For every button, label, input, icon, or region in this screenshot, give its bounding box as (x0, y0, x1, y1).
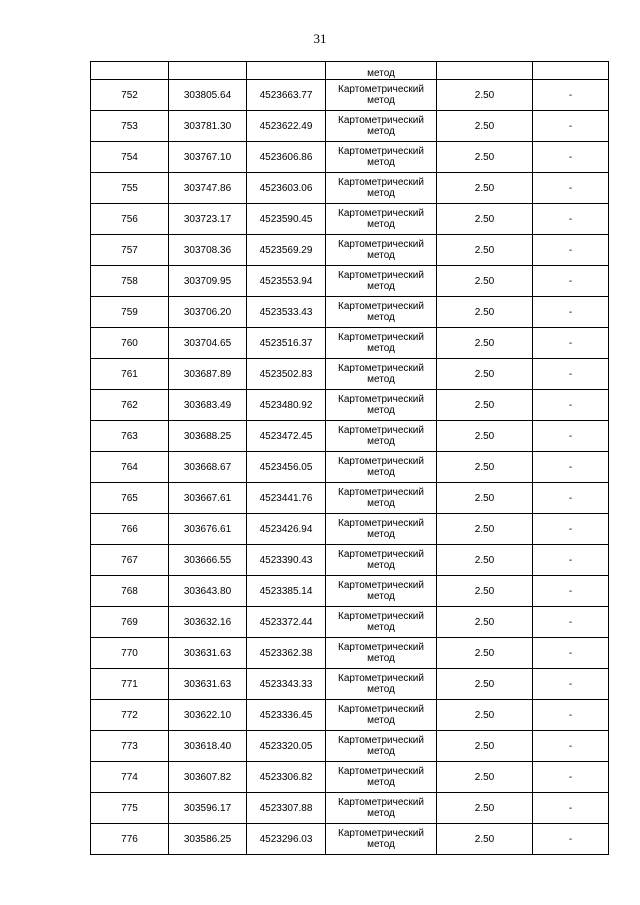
table-row (91, 452, 609, 483)
cell-note: - (533, 235, 609, 266)
cell-method (326, 793, 437, 824)
cell-y-coordinate: 4523307.88 (247, 793, 326, 824)
table-row (91, 80, 609, 111)
cell-accuracy: 2.50 (437, 638, 533, 669)
cell-accuracy: 2.50 (437, 669, 533, 700)
cell-x-coordinate: 303781.30 (169, 111, 247, 142)
cell-accuracy: 2.50 (437, 359, 533, 390)
method-line-2: метод (367, 126, 395, 137)
method-line-1: Картометрический (338, 332, 424, 343)
method-line-1: Картометрический (338, 611, 424, 622)
cell-y-coordinate: 4523622.49 (247, 111, 326, 142)
cell-x-coordinate: 303709.95 (169, 266, 247, 297)
method-line-1: Картометрический (338, 394, 424, 405)
cell-note: - (533, 607, 609, 638)
cell-method (326, 514, 437, 545)
cell-accuracy: 2.50 (437, 824, 533, 855)
table-row (91, 793, 609, 824)
cell-accuracy: 2.50 (437, 204, 533, 235)
table-row (91, 731, 609, 762)
cell-accuracy: 2.50 (437, 731, 533, 762)
cell-point-number: 766 (91, 514, 169, 545)
method-line-1: Картометрический (338, 84, 424, 95)
coordinates-table-body (91, 62, 609, 855)
cell-method (326, 204, 437, 235)
cell-note: - (533, 111, 609, 142)
cell-x-coordinate: 303767.10 (169, 142, 247, 173)
table-row (91, 204, 609, 235)
cell-method (326, 173, 437, 204)
method-line-2: метод (367, 188, 395, 199)
cell-x-coordinate: 303666.55 (169, 545, 247, 576)
cell-note: - (533, 80, 609, 111)
cell-note: - (533, 328, 609, 359)
table-row (91, 421, 609, 452)
table-row (91, 328, 609, 359)
method-line-2: метод (367, 529, 395, 540)
cell-y-coordinate: 4523569.29 (247, 235, 326, 266)
cell-y-coordinate: 4523590.45 (247, 204, 326, 235)
cell-accuracy: 2.50 (437, 390, 533, 421)
method-line-1: Картометрический (338, 518, 424, 529)
table-row (91, 359, 609, 390)
cell-x-coordinate: 303667.61 (169, 483, 247, 514)
cell-note: - (533, 793, 609, 824)
method-line-1: Картометрический (338, 301, 424, 312)
table-row (91, 576, 609, 607)
cell-note: - (533, 514, 609, 545)
cell-point-number: 769 (91, 607, 169, 638)
cell-method (326, 359, 437, 390)
method-line-2: метод (367, 746, 395, 757)
cell-x-coordinate: 303706.20 (169, 297, 247, 328)
cell-note: - (533, 204, 609, 235)
cell-method (326, 235, 437, 266)
cell-note: - (533, 700, 609, 731)
cell-note: - (533, 297, 609, 328)
cell-x-coordinate: 303683.49 (169, 390, 247, 421)
cell-note: - (533, 142, 609, 173)
cell-y-coordinate: 4523320.05 (247, 731, 326, 762)
method-line-2: метод (367, 157, 395, 168)
cell-method (326, 483, 437, 514)
method-line-2: метод (367, 312, 395, 323)
table-row (91, 762, 609, 793)
cell-accuracy: 2.50 (437, 80, 533, 111)
cell-point-number: 760 (91, 328, 169, 359)
method-line-1: Картометрический (338, 115, 424, 126)
method-line-1: Картометрический (338, 766, 424, 777)
cell-point-number: 758 (91, 266, 169, 297)
cell-accuracy: 2.50 (437, 142, 533, 173)
cell-method (326, 421, 437, 452)
method-line-2: метод (367, 343, 395, 354)
method-line-1: Картометрический (338, 425, 424, 436)
cell-method (326, 731, 437, 762)
method-line-1: Картометрический (338, 239, 424, 250)
cell-y-coordinate: 4523343.33 (247, 669, 326, 700)
method-line-2: метод (367, 281, 395, 292)
cell-accuracy: 2.50 (437, 235, 533, 266)
cell-y-coordinate: 4523390.43 (247, 545, 326, 576)
cell-point-number: 765 (91, 483, 169, 514)
cell-x-coordinate: 303688.25 (169, 421, 247, 452)
cell-note: - (533, 266, 609, 297)
cell-accuracy: 2.50 (437, 576, 533, 607)
cell-note: - (533, 483, 609, 514)
cell-method (326, 80, 437, 111)
cell-method (326, 700, 437, 731)
method-line-2: метод (367, 498, 395, 509)
table-row (91, 483, 609, 514)
method-line-2: метод (367, 219, 395, 230)
method-line-1: Картометрический (338, 797, 424, 808)
method-line-1: Картометрический (338, 270, 424, 281)
cell-method (326, 638, 437, 669)
cell-x-coordinate: 303618.40 (169, 731, 247, 762)
method-line-2: метод (367, 839, 395, 850)
method-line-1: Картометрический (338, 487, 424, 498)
cell-point-number: 772 (91, 700, 169, 731)
cell-method (326, 390, 437, 421)
cell-point-number: 774 (91, 762, 169, 793)
cell-accuracy: 2.50 (437, 452, 533, 483)
cell-x-coordinate: 303805.64 (169, 80, 247, 111)
table-row (91, 111, 609, 142)
table-row (91, 545, 609, 576)
cell-method-continued: метод (326, 62, 437, 80)
method-line-2: метод (367, 95, 395, 106)
cell-y-coordinate: 4523603.06 (247, 173, 326, 204)
cell-x-coordinate: 303687.89 (169, 359, 247, 390)
cell-point-number: 770 (91, 638, 169, 669)
cell-method (326, 111, 437, 142)
cell-accuracy: 2.50 (437, 111, 533, 142)
cell-method (326, 266, 437, 297)
cell-x-coordinate: 303704.65 (169, 328, 247, 359)
cell-point-number: 752 (91, 80, 169, 111)
cell-y-coordinate: 4523441.76 (247, 483, 326, 514)
method-line-2: метод (367, 405, 395, 416)
cell-note: - (533, 638, 609, 669)
method-line-1: Картометрический (338, 735, 424, 746)
table-row (91, 266, 609, 297)
method-line-2: метод (367, 715, 395, 726)
cell-point-number: 773 (91, 731, 169, 762)
cell-empty (169, 62, 247, 80)
table-row (91, 142, 609, 173)
cell-accuracy: 2.50 (437, 297, 533, 328)
cell-point-number: 775 (91, 793, 169, 824)
cell-empty (91, 62, 169, 80)
cell-y-coordinate: 4523385.14 (247, 576, 326, 607)
cell-note: - (533, 731, 609, 762)
cell-y-coordinate: 4523362.38 (247, 638, 326, 669)
cell-x-coordinate: 303607.82 (169, 762, 247, 793)
continuation-row (91, 62, 609, 80)
table-row (91, 297, 609, 328)
cell-point-number: 761 (91, 359, 169, 390)
cell-note: - (533, 359, 609, 390)
cell-point-number: 762 (91, 390, 169, 421)
cell-empty (247, 62, 326, 80)
cell-y-coordinate: 4523533.43 (247, 297, 326, 328)
table-row (91, 173, 609, 204)
method-line-2: метод (367, 684, 395, 695)
method-line-2: метод (367, 777, 395, 788)
cell-x-coordinate: 303596.17 (169, 793, 247, 824)
cell-y-coordinate: 4523663.77 (247, 80, 326, 111)
method-line-2: метод (367, 653, 395, 664)
coordinates-table (90, 61, 609, 855)
table-row (91, 390, 609, 421)
method-line-1: Картометрический (338, 828, 424, 839)
table-row (91, 700, 609, 731)
cell-y-coordinate: 4523306.82 (247, 762, 326, 793)
method-line-2: метод (367, 591, 395, 602)
cell-accuracy: 2.50 (437, 793, 533, 824)
cell-x-coordinate: 303586.25 (169, 824, 247, 855)
cell-point-number: 753 (91, 111, 169, 142)
cell-x-coordinate: 303631.63 (169, 638, 247, 669)
cell-accuracy: 2.50 (437, 266, 533, 297)
method-line-2: метод (367, 467, 395, 478)
cell-note: - (533, 669, 609, 700)
cell-method (326, 142, 437, 173)
table-row (91, 514, 609, 545)
cell-method (326, 328, 437, 359)
cell-method (326, 762, 437, 793)
table-row (91, 669, 609, 700)
cell-x-coordinate: 303643.80 (169, 576, 247, 607)
method-line-1: Картометрический (338, 208, 424, 219)
method-line-1: Картометрический (338, 642, 424, 653)
cell-x-coordinate: 303668.67 (169, 452, 247, 483)
cell-y-coordinate: 4523372.44 (247, 607, 326, 638)
cell-x-coordinate: 303708.36 (169, 235, 247, 266)
cell-accuracy: 2.50 (437, 607, 533, 638)
cell-method (326, 607, 437, 638)
cell-y-coordinate: 4523456.05 (247, 452, 326, 483)
method-line-2: метод (367, 436, 395, 447)
cell-point-number: 771 (91, 669, 169, 700)
cell-note: - (533, 390, 609, 421)
method-line-2: метод (367, 560, 395, 571)
cell-accuracy: 2.50 (437, 545, 533, 576)
cell-y-coordinate: 4523336.45 (247, 700, 326, 731)
method-line-2: метод (367, 808, 395, 819)
table-row (91, 638, 609, 669)
cell-accuracy: 2.50 (437, 514, 533, 545)
cell-x-coordinate: 303622.10 (169, 700, 247, 731)
cell-method (326, 452, 437, 483)
method-line-1: Картометрический (338, 673, 424, 684)
cell-note: - (533, 452, 609, 483)
table-row (91, 607, 609, 638)
cell-method (326, 824, 437, 855)
method-line-2: метод (367, 250, 395, 261)
cell-method (326, 576, 437, 607)
cell-point-number: 755 (91, 173, 169, 204)
cell-accuracy: 2.50 (437, 700, 533, 731)
cell-y-coordinate: 4523480.92 (247, 390, 326, 421)
cell-empty (533, 62, 609, 80)
cell-accuracy: 2.50 (437, 483, 533, 514)
cell-accuracy: 2.50 (437, 762, 533, 793)
cell-point-number: 757 (91, 235, 169, 266)
cell-x-coordinate: 303747.86 (169, 173, 247, 204)
cell-y-coordinate: 4523606.86 (247, 142, 326, 173)
cell-note: - (533, 762, 609, 793)
method-line-1: Картометрический (338, 146, 424, 157)
cell-accuracy: 2.50 (437, 421, 533, 452)
page-number: 31 (313, 31, 327, 46)
cell-accuracy: 2.50 (437, 328, 533, 359)
cell-accuracy: 2.50 (437, 173, 533, 204)
cell-note: - (533, 545, 609, 576)
cell-point-number: 768 (91, 576, 169, 607)
cell-note: - (533, 173, 609, 204)
cell-x-coordinate: 303676.61 (169, 514, 247, 545)
cell-y-coordinate: 4523296.03 (247, 824, 326, 855)
cell-y-coordinate: 4523472.45 (247, 421, 326, 452)
method-line-2: метод (367, 622, 395, 633)
cell-point-number: 776 (91, 824, 169, 855)
method-line-1: Картометрический (338, 549, 424, 560)
table-row (91, 235, 609, 266)
cell-method (326, 297, 437, 328)
cell-method (326, 669, 437, 700)
method-line-1: Картометрический (338, 363, 424, 374)
cell-point-number: 759 (91, 297, 169, 328)
cell-x-coordinate: 303631.63 (169, 669, 247, 700)
cell-note: - (533, 421, 609, 452)
cell-y-coordinate: 4523516.37 (247, 328, 326, 359)
cell-x-coordinate: 303632.16 (169, 607, 247, 638)
cell-note: - (533, 824, 609, 855)
cell-y-coordinate: 4523426.94 (247, 514, 326, 545)
cell-point-number: 764 (91, 452, 169, 483)
table-row (91, 824, 609, 855)
cell-note: - (533, 576, 609, 607)
cell-point-number: 754 (91, 142, 169, 173)
method-line-1: Картометрический (338, 456, 424, 467)
cell-point-number: 767 (91, 545, 169, 576)
cell-method (326, 545, 437, 576)
method-line-1: Картометрический (338, 177, 424, 188)
cell-empty (437, 62, 533, 80)
cell-x-coordinate: 303723.17 (169, 204, 247, 235)
method-line-1: Картометрический (338, 704, 424, 715)
method-line-1: Картометрический (338, 580, 424, 591)
cell-point-number: 763 (91, 421, 169, 452)
cell-y-coordinate: 4523553.94 (247, 266, 326, 297)
cell-point-number: 756 (91, 204, 169, 235)
cell-y-coordinate: 4523502.83 (247, 359, 326, 390)
method-line-2: метод (367, 374, 395, 385)
